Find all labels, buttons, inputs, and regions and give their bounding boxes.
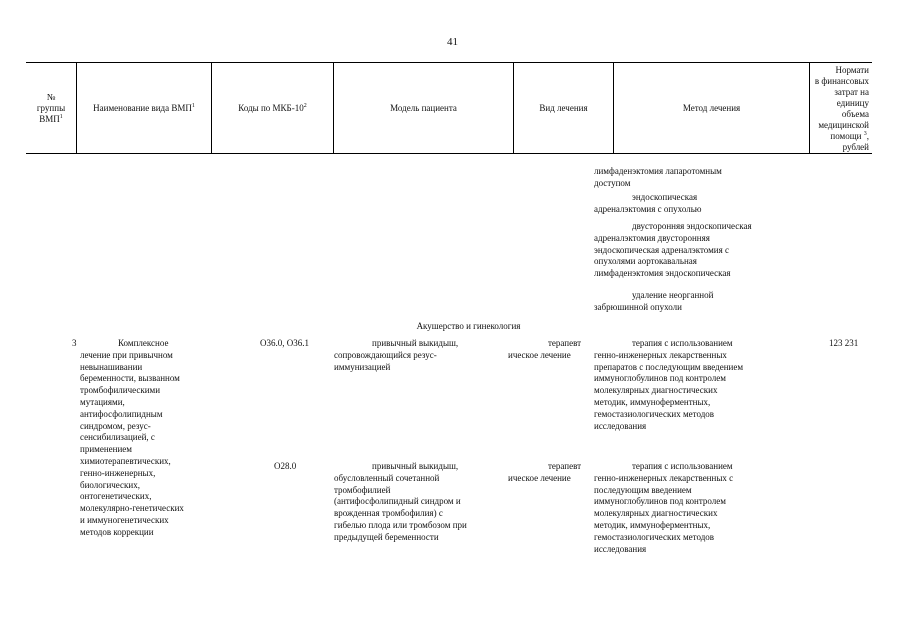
header-cost-norm — [809, 63, 872, 153]
method-line: опухолями аортокавальная — [594, 256, 697, 267]
page-number: 41 — [447, 36, 458, 48]
method-line: молекулярных диагностических — [594, 385, 718, 396]
method-line: генно-инженерных лекарственных — [594, 349, 727, 360]
name-line: тромбофилическими — [80, 385, 161, 396]
icd-codes-2: O28.0 — [274, 461, 297, 471]
name-line: онтогенетических, — [80, 491, 152, 502]
name-line: химиотерапевтических, — [80, 455, 171, 466]
treatment-method-2 — [594, 461, 733, 555]
method-line: методик, иммуноферментных, — [594, 396, 711, 407]
name-line: сенсибилизацией, с — [80, 432, 155, 443]
name-line: мутациями, — [80, 396, 125, 407]
name-line: биологических, — [80, 479, 140, 490]
name-line: беременности, вызванном — [80, 373, 180, 384]
name-line: лечение при привычном — [80, 349, 173, 360]
continuation-method-block-4 — [594, 290, 713, 314]
name-line: Комплексное — [118, 338, 169, 348]
header-icd-codes — [211, 63, 333, 153]
method-line: адреналэктомия двусторонняя — [594, 232, 710, 243]
header-codes-label: Коды по МКБ-10 — [238, 102, 304, 113]
cost-norm-value: 123 231 — [829, 338, 859, 348]
header-norm-line: рублей — [842, 142, 869, 152]
method-line: исследования — [594, 420, 647, 431]
model-line: тромбофилией — [334, 484, 391, 495]
method-line: забрюшинной опухоли — [594, 301, 682, 312]
row-vmp-name — [80, 338, 184, 539]
header-norm-line: Нормати — [835, 65, 869, 75]
method-line: эндоскопическая — [632, 192, 698, 202]
header-norm-line: затрат на — [834, 87, 869, 97]
name-line: антифосфолипидным — [80, 408, 163, 419]
header-type-label: Вид лечения — [539, 102, 588, 113]
patient-model-1 — [334, 338, 458, 373]
name-line: синдромом, резус- — [80, 420, 151, 431]
method-line: терапия с использованием — [632, 338, 733, 348]
name-line: невынашивании — [80, 361, 143, 372]
header-model-label: Модель пациента — [390, 102, 457, 113]
row-number: 3 — [72, 338, 77, 348]
type-line: ическое лечение — [508, 349, 571, 360]
continuation-method-block-1 — [594, 166, 722, 190]
footnote-mark: 1 — [191, 102, 195, 109]
header-group-line: № — [46, 91, 56, 102]
type-line: ическое лечение — [508, 472, 571, 483]
method-line: молекулярных диагностических — [594, 508, 718, 519]
method-line: генно-инженерных лекарственных с — [594, 472, 734, 483]
header-norm-line: единицу объема — [836, 98, 869, 119]
method-line: гемостазиологических методов — [594, 531, 715, 542]
model-line: сопровождающийся резус- — [334, 349, 437, 360]
treatment-type-1 — [508, 338, 581, 362]
method-line: лимфаденэктомия лапаротомным — [594, 166, 722, 176]
name-line: молекулярно-генетических — [80, 503, 184, 514]
section-title: Акушерство и гинекология — [416, 321, 521, 331]
header-treatment-type — [513, 63, 613, 153]
method-line: последующим введением — [594, 484, 692, 495]
header-norm-line: помощи — [830, 131, 862, 141]
method-line: адреналэктомия с опухолью — [594, 203, 702, 214]
continuation-method-block-2 — [594, 192, 702, 216]
header-method-label: Метод лечения — [682, 102, 741, 113]
model-line: привычный выкидыш, — [372, 461, 459, 471]
model-line: обусловленный сочетанной — [334, 472, 440, 483]
type-line: терапевт — [548, 338, 582, 348]
method-line: доступом — [594, 177, 631, 188]
treatment-method-1 — [594, 338, 743, 432]
method-line: методик, иммуноферментных, — [594, 519, 711, 530]
header-norm-line: медицинской — [818, 120, 869, 130]
name-line: применением — [80, 444, 132, 455]
model-line: предыдущей беременности — [334, 531, 439, 542]
method-line: лимфаденэктомия эндоскопическая — [594, 268, 731, 279]
model-line: иммунизацией — [334, 361, 391, 372]
method-line: двусторонняя эндоскопическая — [632, 221, 752, 231]
header-treatment-method — [613, 63, 809, 153]
footnote-mark: 1 — [59, 113, 63, 120]
model-line: (антифосфолипидный синдром и — [334, 496, 461, 507]
method-line: эндоскопическая адреналэктомия с — [594, 244, 729, 255]
treatment-type-2 — [508, 461, 581, 485]
method-line: иммуноглобулинов под контролем — [594, 373, 726, 384]
method-line: иммуноглобулинов под контролем — [594, 496, 726, 507]
model-line: гибелью плода или тромбозом при — [334, 519, 467, 530]
header-patient-model — [333, 63, 513, 153]
icd-codes-1: O36.0, O36.1 — [260, 338, 309, 348]
continuation-method-block-3 — [594, 221, 752, 280]
name-line: и иммуногенетических — [80, 514, 169, 525]
header-norm-sep: , — [866, 131, 869, 141]
model-line: привычный выкидыш, — [372, 338, 459, 348]
table-header — [26, 62, 872, 154]
header-norm-line: в финансовых — [814, 76, 869, 86]
method-line: терапия с использованием — [632, 461, 733, 471]
header-group-number — [26, 63, 76, 153]
header-vmp-name — [76, 63, 211, 153]
type-line: терапевт — [548, 461, 582, 471]
footnote-mark: 2 — [303, 102, 307, 109]
header-group-line: ВМП — [39, 113, 60, 124]
model-line: врожденная тромбофилия) с — [334, 508, 443, 519]
footnote-mark: 3 — [863, 131, 867, 137]
method-line: гемостазиологических методов — [594, 408, 715, 419]
patient-model-2 — [334, 461, 467, 544]
header-name-label: Наименование вида ВМП — [93, 102, 192, 113]
name-line: методов коррекции — [80, 526, 154, 537]
header-group-line: группы — [36, 102, 66, 113]
method-line: удаление неорганной — [632, 290, 714, 300]
method-line: препаратов с последующим введением — [594, 361, 744, 372]
name-line: генно-инженерных, — [80, 467, 156, 478]
method-line: исследования — [594, 543, 647, 554]
